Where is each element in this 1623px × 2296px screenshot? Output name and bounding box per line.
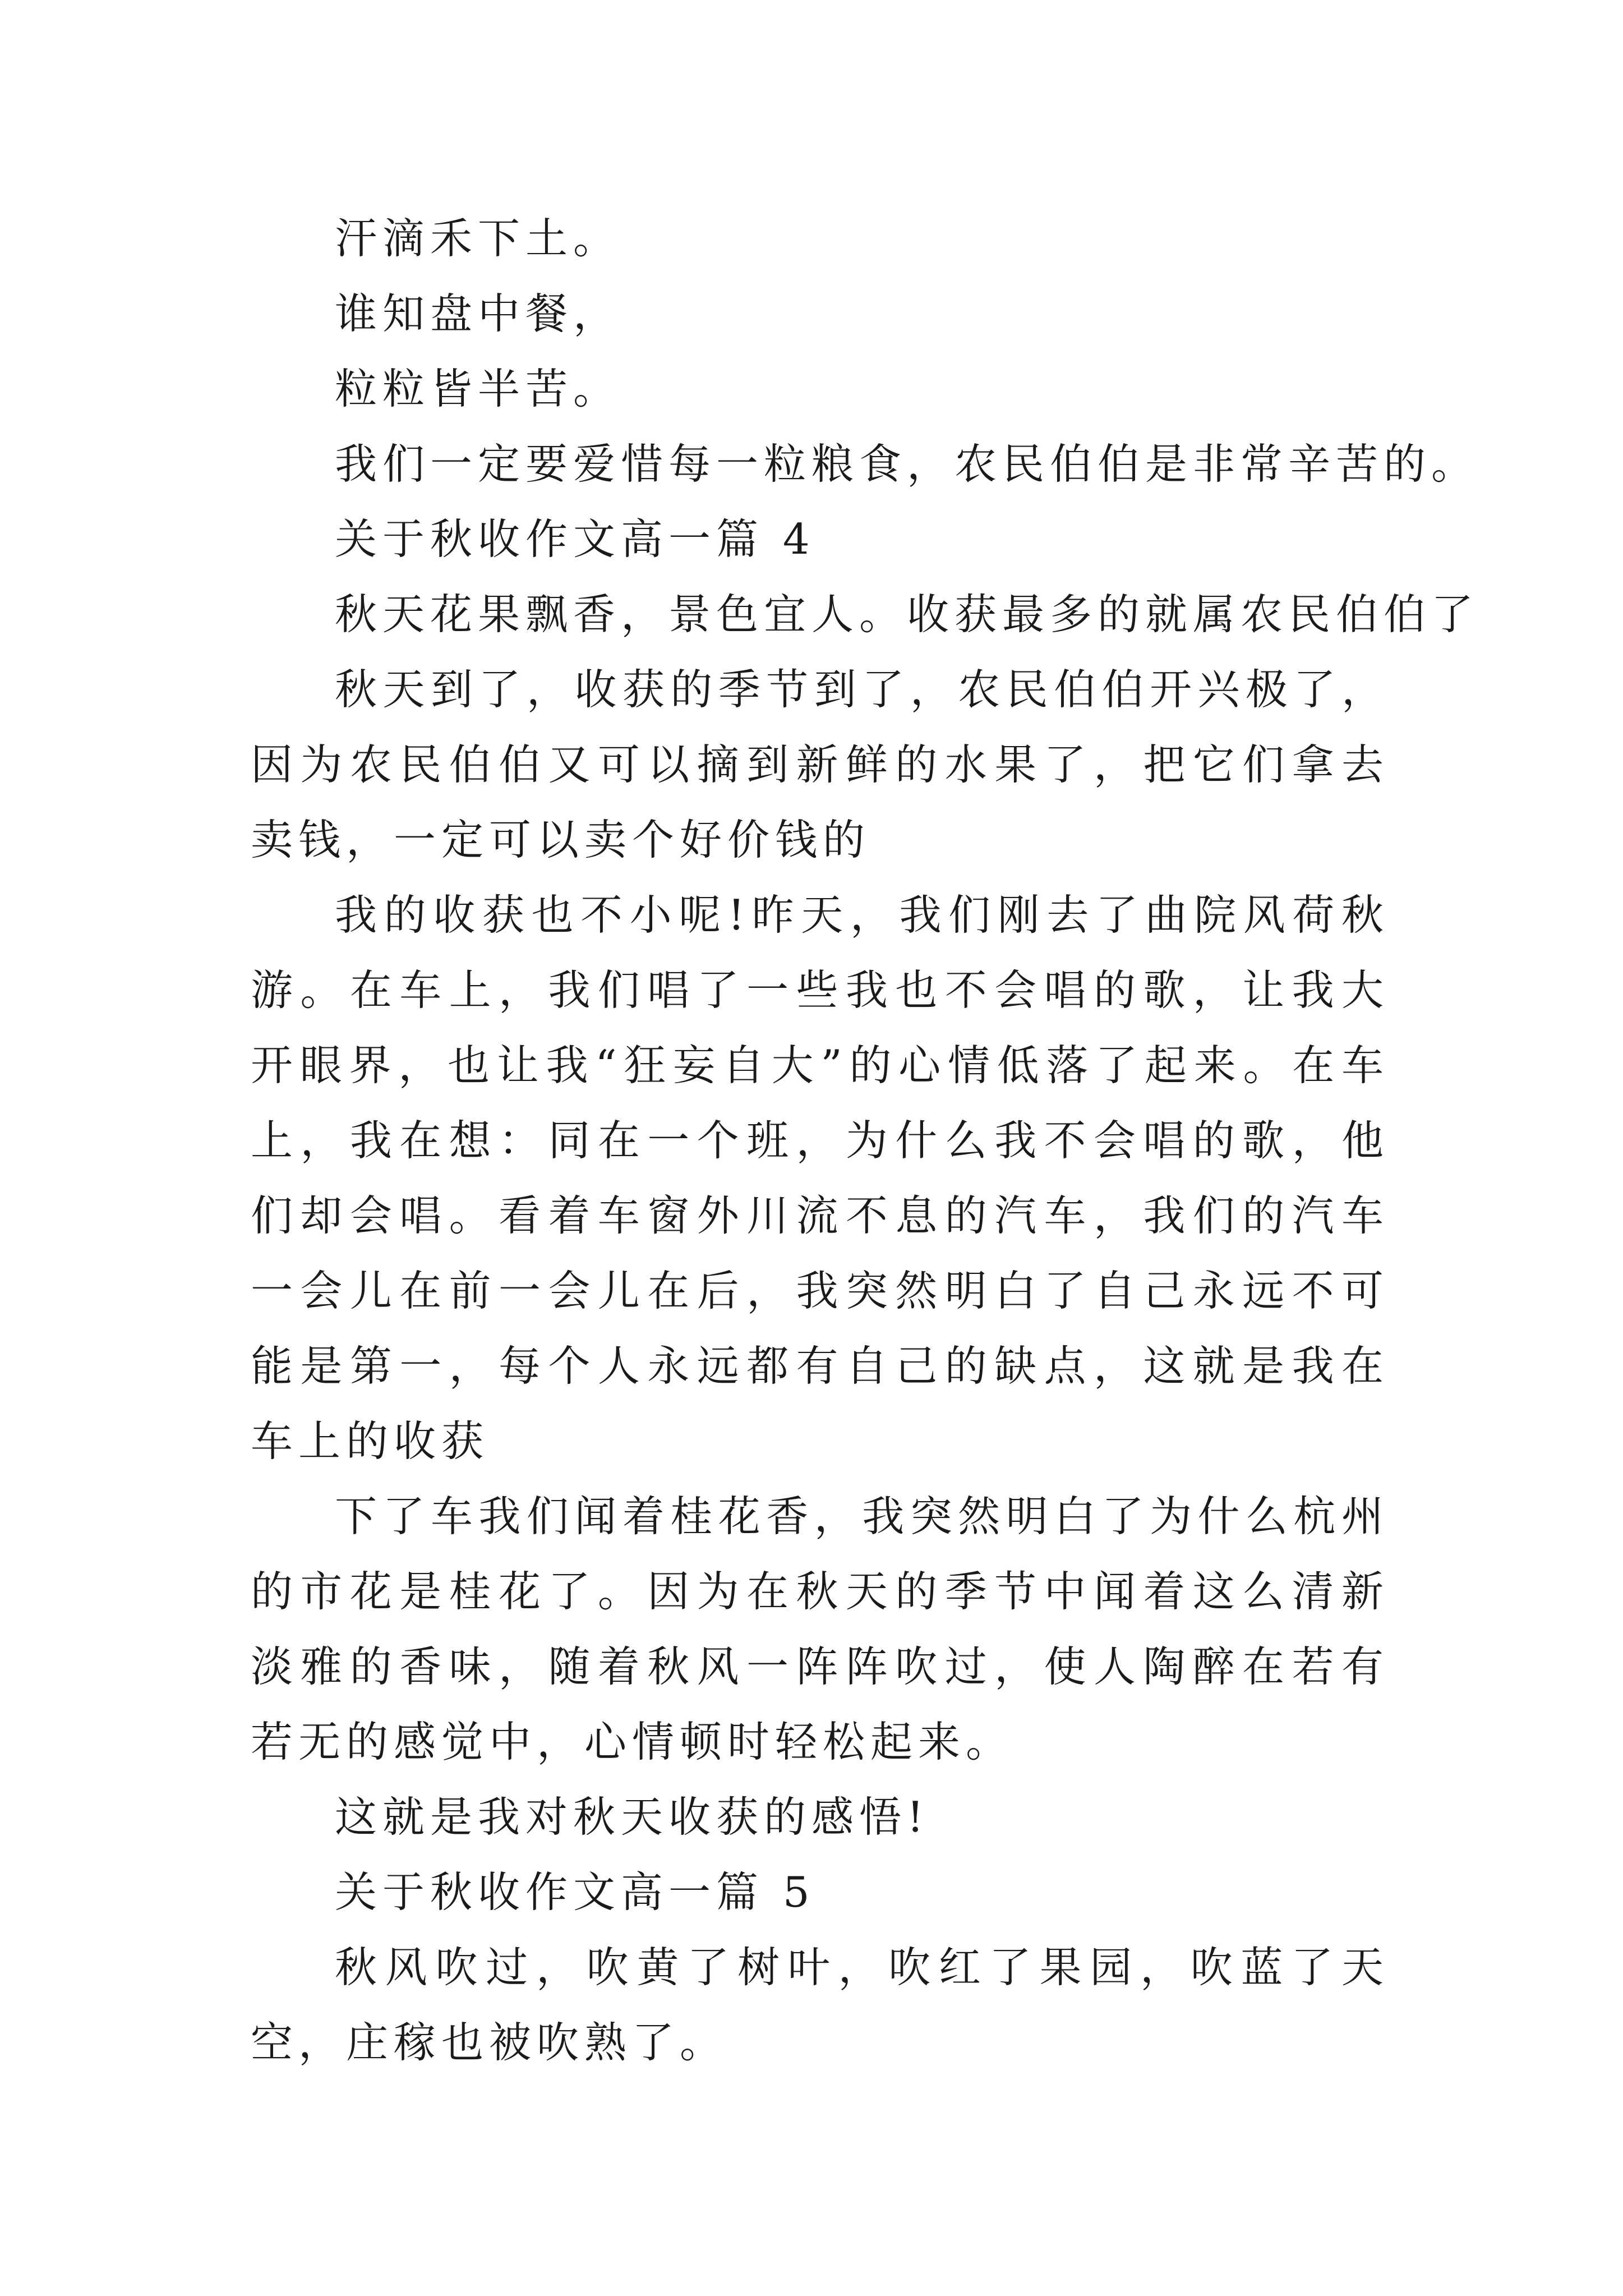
- poem-line: 谁知盘中餐，: [335, 289, 621, 338]
- paragraph: 我的收获也不小呢!昨天，我们刚去了曲院风荷秋游。在车上，我们唱了一些我也不会唱的歌，让我大开眼界，也让我“狂妄自大”的心情低落了起来。在车上，我在想：同在一个班，为什么我不会唱的歌，他们却会唱。看着车窗外川流不息的汽车，我们的汽车一会儿在前一会儿在后，我突然明白了自己永远不可能是第一，每个人永远都有自己的缺点，这就是我在车上的收获: [251, 890, 1389, 1466]
- section-heading: 关于秋收作文高一篇 4: [335, 514, 815, 564]
- paragraph: 秋天花果飘香，景色宜人。收获最多的就属农民伯伯了: [335, 590, 1479, 639]
- paragraph: 秋风吹过，吹黄了树叶，吹红了果园，吹蓝了天空，庄稼也被吹熟了。: [251, 1943, 1389, 2067]
- document-body: [251, 201, 1479, 2080]
- paragraph: 我们一定要爱惜每一粒粮食，农民伯伯是非常辛苦的。: [335, 439, 1479, 489]
- paragraph: 下了车我们闻着桂花香，我突然明白了为什么杭州的市花是桂花了。因为在秋天的季节中闻着这么清新淡雅的香味，随着秋风一阵阵吹过，使人陶醉在若有若无的感觉中，心情顿时轻松起来。: [251, 1492, 1389, 1766]
- poem-line: 粒粒皆半苦。: [335, 364, 621, 413]
- poem-line: 汗滴禾下土。: [335, 214, 621, 263]
- paragraph: 秋天到了，收获的季节到了，农民伯伯开兴极了，因为农民伯伯又可以摘到新鲜的水果了，把它们拿去卖钱，一定可以卖个好价钱的: [251, 665, 1389, 864]
- section-heading: 关于秋收作文高一篇 5: [335, 1867, 815, 1917]
- paragraph: 这就是我对秋天收获的感悟!: [335, 1792, 930, 1842]
